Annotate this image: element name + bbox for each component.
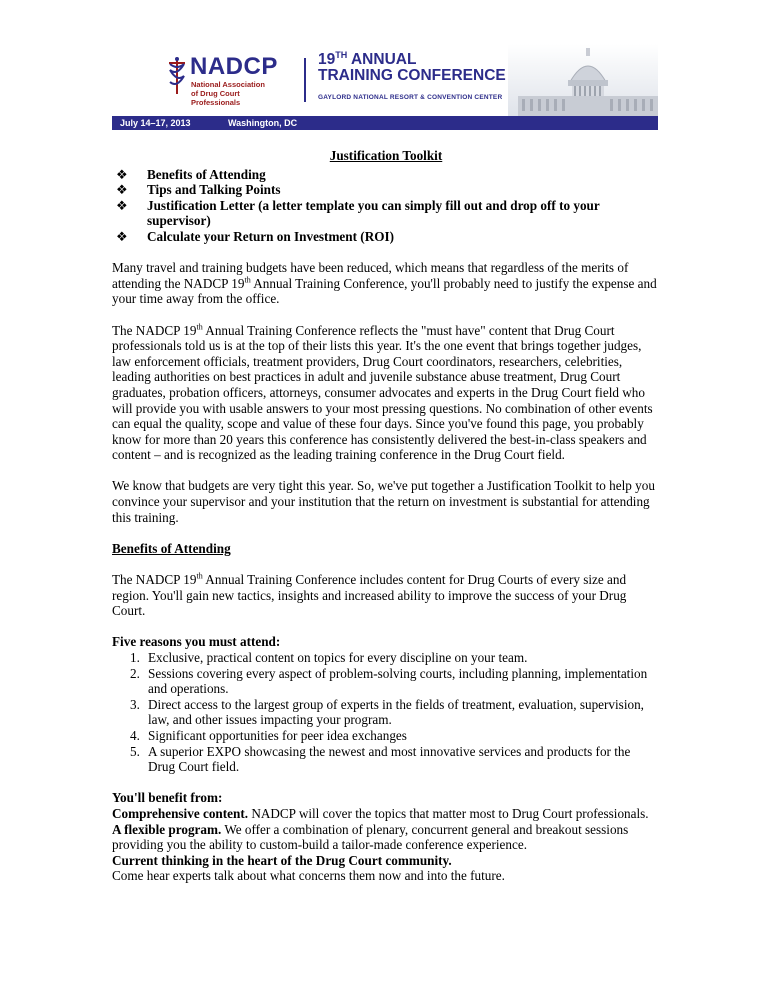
toolkit-list (112, 167, 660, 245)
list-item: ❖ Calculate your Return on Investment (ROI) (116, 228, 395, 244)
org-name: NADCP (190, 53, 278, 80)
diamond-bullet-icon: ❖ (116, 197, 128, 213)
benefit-current-thinking-text: Come hear experts talk about what concerns them now and into the future. (112, 868, 505, 884)
capitol-building-icon (508, 44, 658, 116)
banner-date-bar (112, 116, 658, 130)
org-full-name: National Association of Drug Court Professionals (191, 80, 265, 107)
conf-suffix: TH (335, 49, 348, 60)
benefit-current-thinking: Current thinking in the heart of the Drug Court community. (112, 852, 452, 868)
conf-line2: TRAINING CONFERENCE (318, 67, 506, 84)
conference-dates: July 14–17, 2013 (120, 118, 191, 128)
reasons-list (112, 650, 660, 775)
list-item: 5. A superior EXPO showcasing the newest and most innovative services and products for the Drug Court field. (130, 743, 631, 775)
list-item: 4. Significant opportunities for peer idea exchanges (130, 727, 407, 743)
list-item: 3. Direct access to the largest group of experts in the fields of treatment, evaluation, supervision, law, and other issues impacting your program. (130, 696, 644, 728)
diamond-bullet-icon: ❖ (116, 182, 128, 198)
conf-number: 19 (318, 51, 336, 68)
document-body (112, 130, 660, 884)
page-title: Justification Toolkit (329, 148, 443, 163)
conference-title (318, 49, 506, 84)
conference-city: Washington, DC (228, 118, 298, 128)
content-paragraph: The NADCP 19th Annual Training Conference reflects the "must have" content that Drug Court professionals told us is at the top of their lists this year. It's the one event that brings together judges, law enforcement officials, treatment providers, Drug Court coordinators, researchers, celebrities, leading authorities on best practices in adult and juvenile substance abuse treatment, Drug Court graduates, probation officers, attorneys, consumer advocates and experts in the Drug Court field who will provide you with usable answers to your most pressing questions. No combination of other events can equal the quality, scope and value of these four days. Since you've found this page, you probably know for more than 20 years this conference has consistently delivered the best-in-class speakers and content – and is recognized as the leading training conference in the Drug Court field. (112, 322, 653, 463)
benefit-comprehensive: Comprehensive content. NADCP will cover the topics that matter most to Drug Court professionals. (112, 805, 649, 821)
reasons-heading: Five reasons you must attend: (112, 634, 281, 650)
benefits-paragraph: The NADCP 19th Annual Training Conference includes content for Drug Courts of every size and region. You'll gain new tactics, insights and increased ability to improve the success of your Drug Court. (112, 571, 627, 619)
benefit-flexible: A flexible program. We offer a combination of plenary, concurrent general and breakout sessions providing you the ability to custom-build a tailor-made conference experience. (112, 821, 629, 853)
list-item: ❖ Benefits of Attending (116, 166, 266, 182)
banner-divider (304, 58, 306, 102)
list-item: ❖ Justification Letter (a letter template you can simply fill out and drop off to your supervisor) (116, 197, 600, 229)
list-item: 2. Sessions covering every aspect of problem-solving courts, including planning, implementation and operations. (130, 665, 648, 697)
budget-paragraph: We know that budgets are very tight this year. So, we've put together a Justification Toolkit to help you convince your supervisor and your institution that the return on investment is substantial for attending this training. (112, 478, 655, 525)
venue: GAYLORD NATIONAL RESORT & CONVENTION CENTER (318, 94, 503, 101)
diamond-bullet-icon: ❖ (116, 228, 128, 244)
benefit-heading: You'll benefit from: (112, 790, 223, 806)
diamond-bullet-icon: ❖ (116, 166, 128, 182)
conf-line1: ANNUAL (350, 51, 417, 68)
list-item: 1. Exclusive, practical content on topics for every discipline on your team. (130, 650, 528, 665)
intro-paragraph: Many travel and training budgets have been reduced, which means that regardless of the merits of attending the NADCP 19th Annual Training Conference, you'll probably need to justify the expense and your time away from the office. (112, 260, 657, 307)
benefits-heading: Benefits of Attending (112, 540, 231, 556)
list-item: ❖ Tips and Talking Points (116, 182, 281, 198)
conference-banner (112, 44, 658, 130)
caduceus-logo-icon (166, 56, 188, 96)
